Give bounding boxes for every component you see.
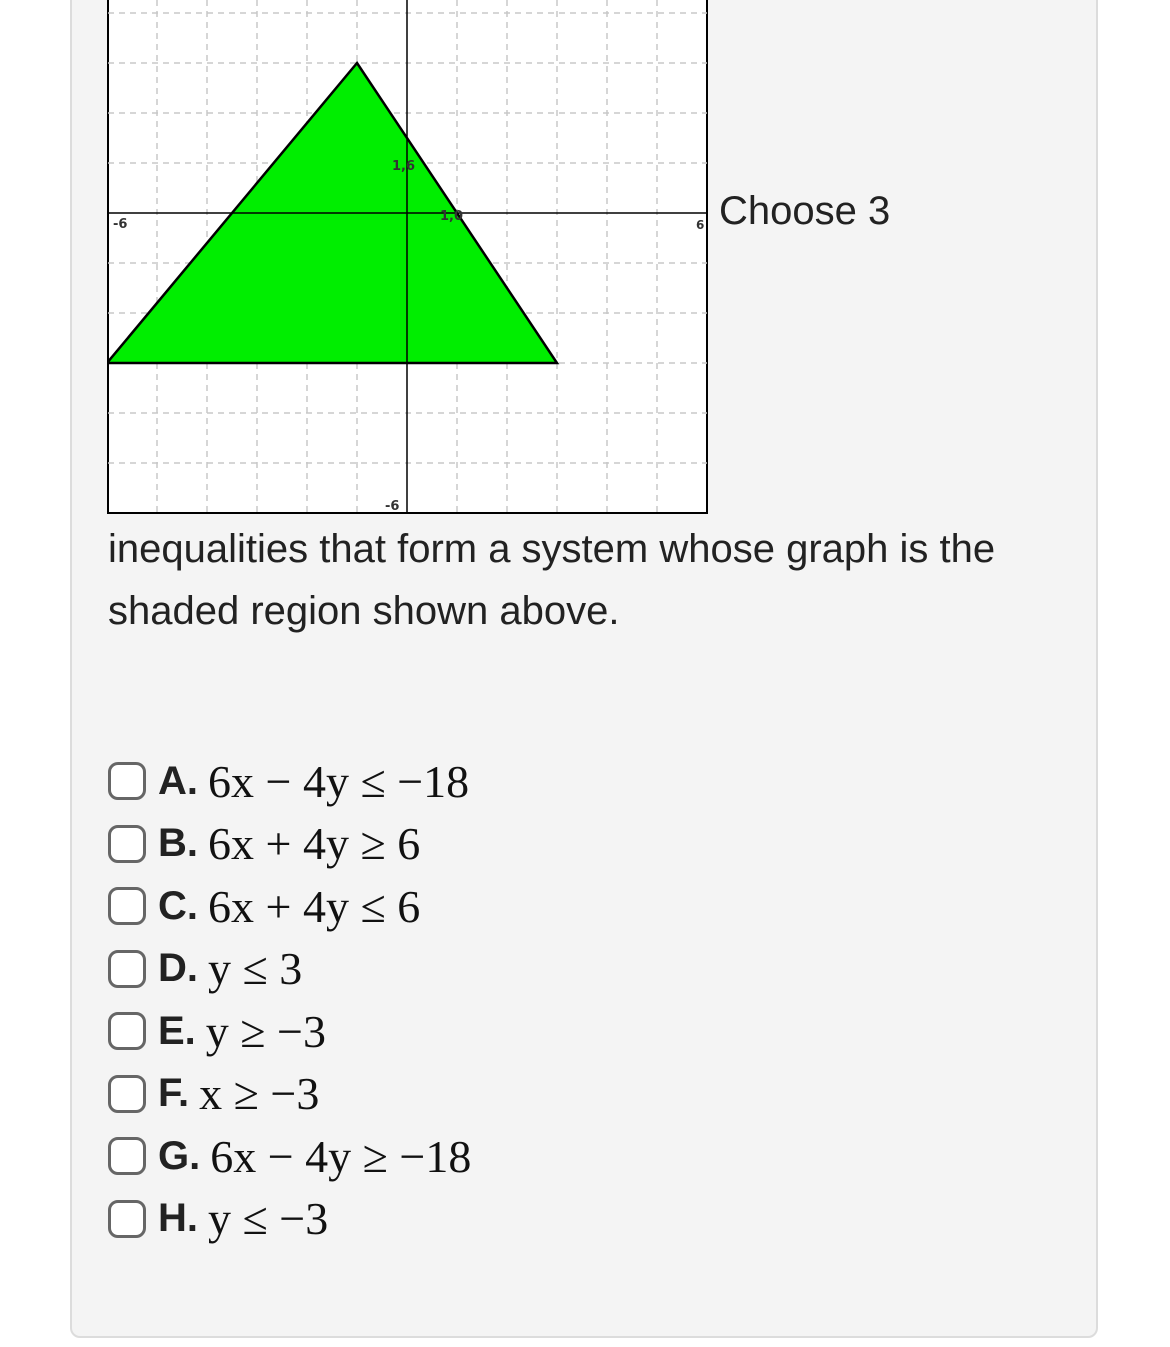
choose-count-text: Choose 3: [719, 189, 891, 233]
checkbox-e[interactable]: [108, 1012, 146, 1050]
x-max-label: 6: [696, 218, 705, 232]
coordinate-graph: [107, 0, 708, 514]
option-expression: 6x − 4y ≥ −18: [210, 1130, 472, 1182]
option-letter: D.: [158, 946, 198, 991]
option-expression: y ≤ 3: [208, 943, 303, 995]
option-h[interactable]: [108, 1188, 471, 1251]
checkbox-a[interactable]: [108, 762, 146, 800]
checkbox-c[interactable]: [108, 887, 146, 925]
option-e[interactable]: [108, 1000, 471, 1063]
option-a[interactable]: [108, 750, 471, 813]
answer-options: [108, 750, 471, 1250]
option-letter: H.: [158, 1196, 198, 1241]
checkbox-h[interactable]: [108, 1200, 146, 1238]
option-letter: G.: [158, 1133, 201, 1178]
option-d[interactable]: [108, 938, 471, 1001]
option-letter: F.: [158, 1071, 190, 1116]
option-g[interactable]: [108, 1125, 471, 1188]
option-expression: 6x − 4y ≤ −18: [208, 755, 470, 807]
option-expression: y ≥ −3: [205, 1005, 326, 1057]
option-letter: B.: [158, 821, 198, 866]
option-expression: 6x + 4y ≥ 6: [208, 818, 421, 870]
checkbox-g[interactable]: [108, 1137, 146, 1175]
option-b[interactable]: [108, 813, 471, 876]
point-label-1-0: 1,0: [440, 209, 464, 224]
option-expression: x ≥ −3: [199, 1068, 320, 1120]
option-letter: A.: [158, 758, 198, 803]
y-min-label: -6: [385, 499, 400, 514]
option-expression: y ≤ −3: [208, 1193, 329, 1245]
option-f[interactable]: [108, 1063, 471, 1126]
graph-svg: [107, 0, 708, 514]
option-letter: C.: [158, 883, 198, 928]
checkbox-f[interactable]: [108, 1075, 146, 1113]
option-letter: E.: [158, 1008, 196, 1053]
option-expression: 6x + 4y ≤ 6: [208, 880, 421, 932]
checkbox-d[interactable]: [108, 950, 146, 988]
option-c[interactable]: [108, 875, 471, 938]
point-label-1-6: 1,6: [392, 159, 416, 174]
x-min-label: -6: [113, 217, 128, 232]
checkbox-b[interactable]: [108, 825, 146, 863]
question-prompt: inequalities that form a system whose graph is the shaded region shown above.: [108, 527, 996, 633]
